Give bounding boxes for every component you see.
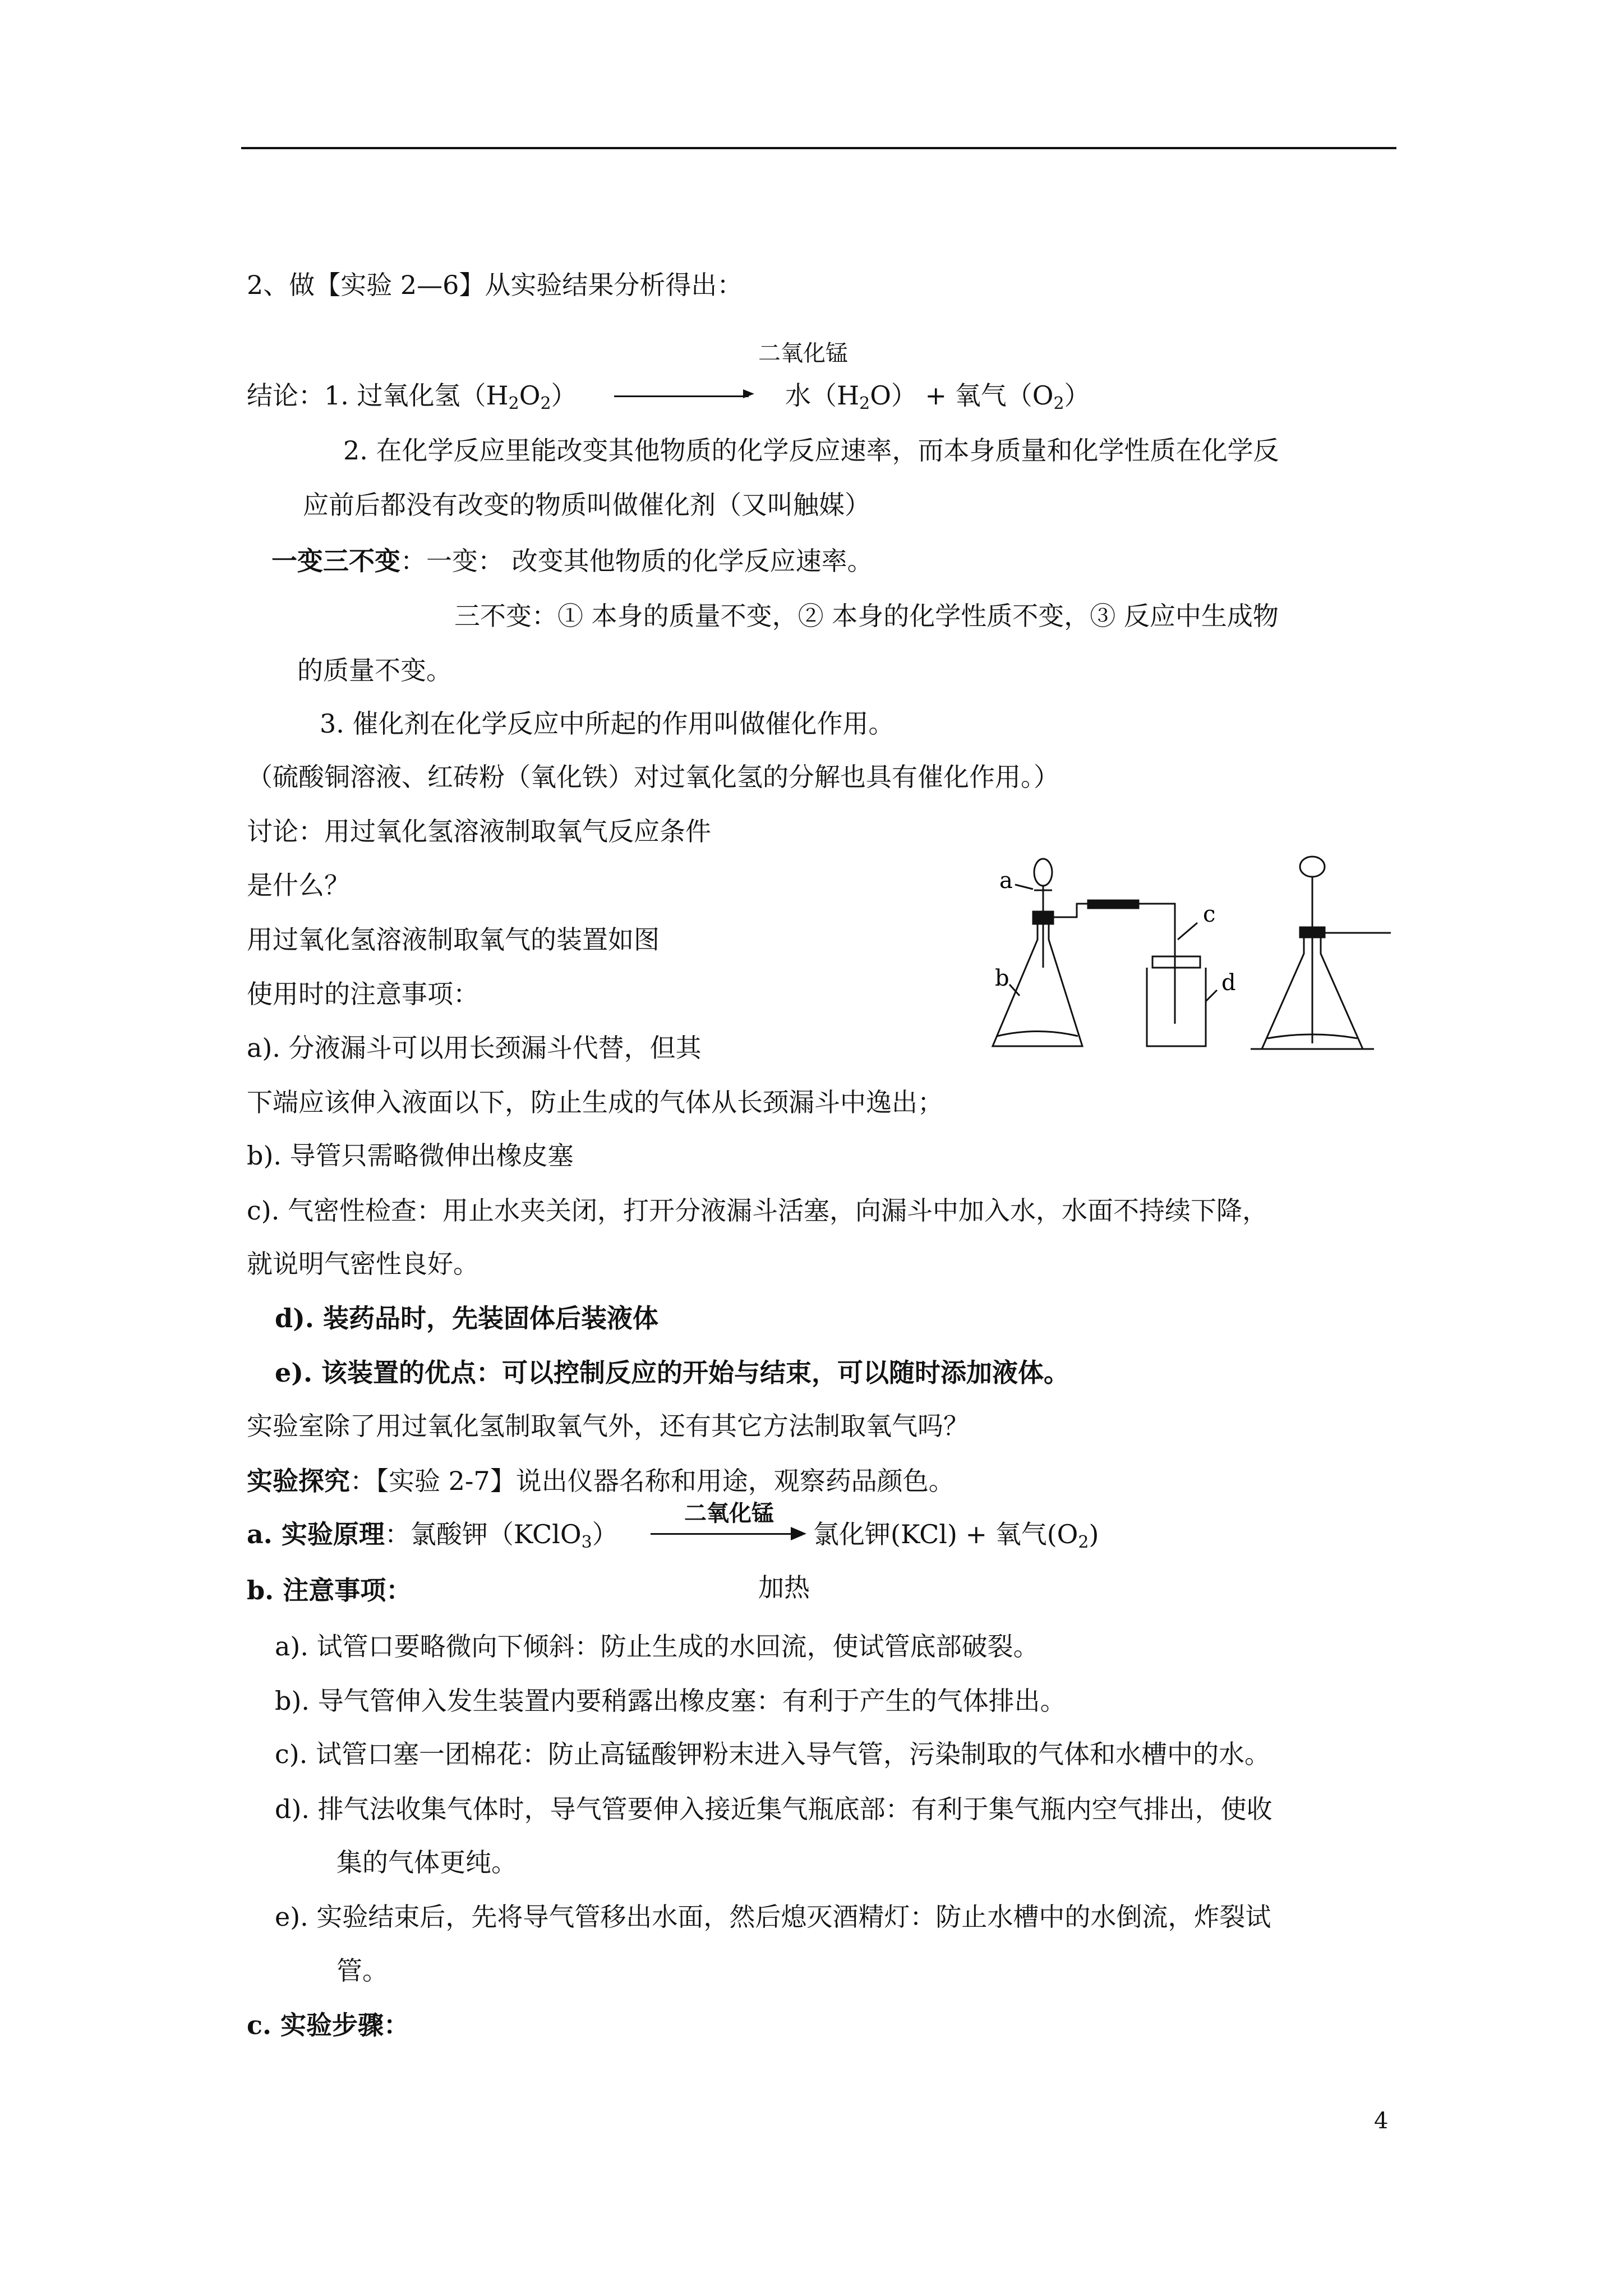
precaution-d-cont: 集的气体更纯。 <box>336 1847 517 1878</box>
bold-term: 实验探究 <box>247 1466 350 1496</box>
catalyst-label-2: 二氧化锰 <box>684 1500 774 1526</box>
eq1-close: ） <box>551 380 577 411</box>
apparatus-figure <box>976 855 1402 1063</box>
rubber-tube <box>1088 900 1138 908</box>
equation-1-products <box>785 379 1090 412</box>
three-nochange-cont: 的质量不变。 <box>297 655 452 685</box>
eq1-sub: 2 <box>508 394 519 413</box>
eq1-o: O <box>519 380 541 411</box>
close: ） <box>592 1519 618 1549</box>
discussion-cont: 是什么？ <box>247 870 350 900</box>
precaution-e-cont: 管。 <box>336 1955 388 1986</box>
precaution-d: d). 排气法收集气体时，导气管要伸入接近集气瓶底部：有利于集气瓶内空气排出，使收 <box>275 1794 1272 1824</box>
delivery-tube <box>1050 904 1175 1024</box>
equation-1 <box>247 379 577 412</box>
catalyst-label-1: 二氧化锰 <box>758 341 848 366</box>
sub: 2 <box>1078 1533 1089 1552</box>
eq1-water: 水（H <box>785 380 860 411</box>
three-nochange: 三不变：① 本身的质量不变，② 本身的化学性质不变，③ 反应中生成物 <box>454 601 1279 631</box>
gas-jar <box>1147 968 1206 1046</box>
principle <box>247 1517 618 1551</box>
precautions-heading: b. 注意事项： <box>247 1575 412 1605</box>
notes-heading: 使用时的注意事项： <box>247 979 479 1009</box>
apparatus-drawing <box>976 855 1402 1063</box>
conclusion-3: 3. 催化剂在化学反应中所起的作用叫做催化作用。 <box>320 708 895 739</box>
experiment-explore <box>247 1464 955 1498</box>
label-c: c <box>1203 901 1216 927</box>
separatory-funnel <box>1034 859 1052 886</box>
bold-term: a. 实验原理 <box>247 1519 385 1549</box>
heat-condition: 加热 <box>758 1572 810 1603</box>
header-rule <box>241 147 1396 149</box>
precaution-c: c). 试管口塞一团棉花：防止高锰酸钾粉末进入导气管，污染制取的气体和水槽中的水。 <box>275 1739 1270 1769</box>
label-a: a <box>999 868 1013 894</box>
conclusion-2: 2. 在化学反应里能改变其他物质的化学反应速率，而本身质量和化学性质在化学反 <box>343 435 1279 466</box>
note-other-catalysts: （硫酸铜溶液、红砖粉（氧化铁）对过氧化氢的分解也具有催化作用。） <box>247 762 1059 792</box>
label-d: d <box>1221 970 1236 996</box>
eq1-sub: 2 <box>1053 394 1064 413</box>
precaution-a: a). 试管口要略微向下倾斜：防止生成的水回流，使试管底部破裂。 <box>275 1631 1039 1662</box>
eq1-end: ） <box>1064 380 1090 411</box>
page-number: 4 <box>1374 2108 1389 2134</box>
reaction-arrow-head-1 <box>743 389 754 398</box>
eq1-text: 结论：1. 过氧化氢（ <box>247 380 486 411</box>
label-line-a <box>1015 885 1033 889</box>
label-line-c <box>1178 923 1197 940</box>
liquid-level-1 <box>997 1032 1078 1037</box>
discussion: 讨论：用过氧化氢溶液制取氧气反应条件 <box>247 816 711 846</box>
stopper-2 <box>1300 927 1325 937</box>
plain-text: ：【实验 2-7】说出仪器名称和用途，观察药品颜色。 <box>350 1466 955 1496</box>
section-heading: 2、做【实验 2—6】从实验结果分析得出： <box>247 270 743 300</box>
note-e: e). 该装置的优点：可以控制反应的开始与结束，可以随时添加液体。 <box>275 1358 1070 1388</box>
label-line-d <box>1206 990 1217 1001</box>
products: 氯化钾(KCl) + 氧气(O <box>813 1519 1078 1549</box>
note-b: b). 导管只需略微伸出橡皮塞 <box>247 1140 574 1171</box>
note-a: a). 分液漏斗可以用长颈漏斗代替，但其 <box>247 1033 702 1063</box>
question: 实验室除了用过氧化氢制取氧气外，还有其它方法制取氧气吗？ <box>247 1411 969 1441</box>
principle-products <box>813 1517 1099 1551</box>
note-a-cont: 下端应该伸入液面以下，防止生成的气体从长颈漏斗中逸出； <box>247 1087 943 1117</box>
gas-jar-lid <box>1152 956 1200 968</box>
sub: 3 <box>581 1533 592 1552</box>
reaction-arrow-head-2 <box>791 1527 806 1540</box>
conclusion-2-cont: 应前后都没有改变的物质叫做催化剂（又叫触媒） <box>303 490 870 520</box>
precaution-b: b). 导气管伸入发生装置内要稍露出橡皮塞：有利于产生的气体排出。 <box>275 1686 1066 1716</box>
note-d: d). 装药品时，先装固体后装液体 <box>275 1303 658 1333</box>
eq1-sub: 2 <box>859 394 870 413</box>
apparatus-intro: 用过氧化氢溶液制取氧气的装置如图 <box>247 924 660 955</box>
note-c-cont: 就说明气密性良好。 <box>247 1249 479 1279</box>
eq1-sub: 2 <box>540 394 551 413</box>
label-b: b <box>995 965 1009 991</box>
reaction-arrow-line-1 <box>614 395 749 397</box>
reaction-arrow-line-2 <box>651 1533 794 1535</box>
plain-text: ：一变： 改变其他物质的化学反应速率。 <box>400 546 873 576</box>
eq1-oxygen: O） + 氧气（O <box>870 380 1054 411</box>
thistle-funnel <box>1300 857 1325 877</box>
eq1-h: H <box>486 380 509 411</box>
bold-term: 一变三不变 <box>271 546 400 576</box>
precaution-e: e). 实验结束后，先将导气管移出水面，然后熄灭酒精灯：防止水槽中的水倒流，炸裂试 <box>275 1902 1271 1932</box>
one-change-three-nochange <box>271 544 873 578</box>
steps-heading: c. 实验步骤： <box>247 2010 410 2040</box>
reactant: ：氯酸钾（KClO <box>384 1519 582 1549</box>
close: ) <box>1089 1519 1099 1549</box>
note-c: c). 气密性检查：用止水夹关闭，打开分液漏斗活塞，向漏斗中加入水，水面不持续下降， <box>247 1195 1268 1226</box>
